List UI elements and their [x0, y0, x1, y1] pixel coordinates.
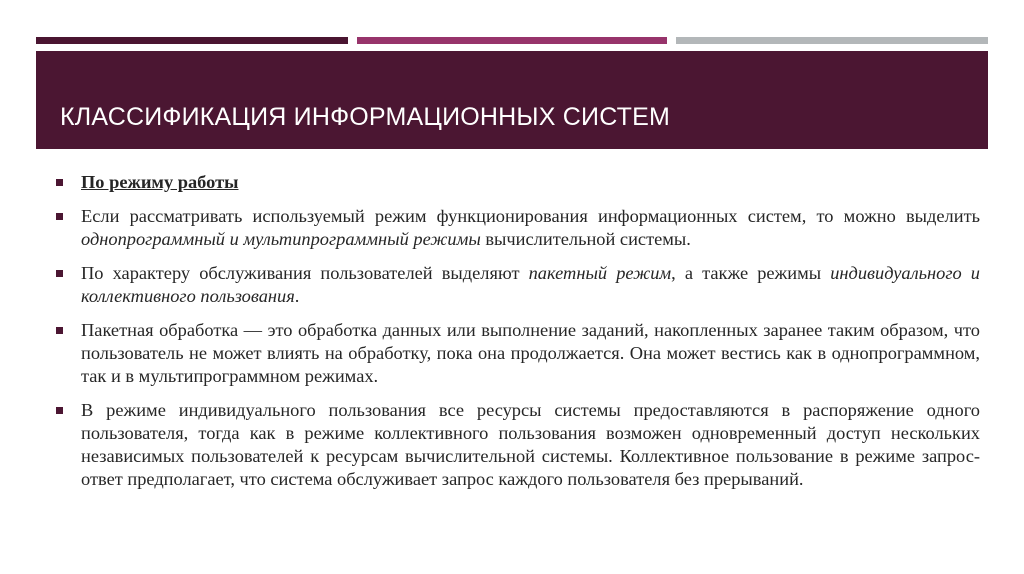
- bullet-text: В режиме индивидуального пользования все ресурсы системы предоставляются в распоряжение одного пользователя, тогда как в режиме коллективного пользования возможен одновременный доступ нескольких независимых пользователей к ресурсам вычислительной системы. Коллективное пользование в режиме запрос-ответ предполагает, что система обслуживает запрос каждого пользователя без прерываний.: [81, 400, 980, 489]
- square-bullet-icon: [56, 213, 63, 220]
- bullet-item: [55, 205, 980, 251]
- bullet-text: вычислительной системы.: [480, 229, 691, 249]
- bullet-item: [55, 262, 980, 308]
- accent-bar-magenta: [357, 37, 667, 44]
- bullet-text: По характеру обслуживания пользователей выделяют: [81, 263, 529, 283]
- bullet-list: [55, 171, 980, 502]
- section-heading: По режиму работы: [81, 172, 239, 192]
- square-bullet-icon: [56, 327, 63, 334]
- square-bullet-icon: [56, 179, 63, 186]
- accent-bar-dark: [36, 37, 348, 44]
- square-bullet-icon: [56, 407, 63, 414]
- bullet-emphasis: пакетный режим: [528, 263, 672, 283]
- bullet-item: [55, 399, 980, 491]
- bullet-text: .: [294, 286, 300, 306]
- bullet-item: [55, 319, 980, 388]
- bullet-emphasis: индивидуального и коллективного пользования: [81, 263, 981, 306]
- bullet-text: , а также режимы: [671, 263, 831, 283]
- bullet-text: Пакетная обработка — это обработка данных или выполнение заданий, накопленных заранее таким образом, что пользователь не может влиять на обработку, пока она продолжается. Она может вестись как в однопрограммном, так и в мультипрограммном режимах.: [81, 320, 980, 386]
- bullet-item: [55, 171, 980, 194]
- slide-title: КЛАССИФИКАЦИЯ ИНФОРМАЦИОННЫХ СИСТЕМ: [60, 103, 671, 131]
- title-band: [36, 51, 988, 149]
- bullet-text: Если рассматривать используемый режим функционирования информационных систем, то можно выделить: [81, 206, 980, 226]
- square-bullet-icon: [56, 270, 63, 277]
- bullet-emphasis: однопрограммный и мультипрограммный режимы: [81, 229, 481, 249]
- accent-bar-gray: [676, 37, 988, 44]
